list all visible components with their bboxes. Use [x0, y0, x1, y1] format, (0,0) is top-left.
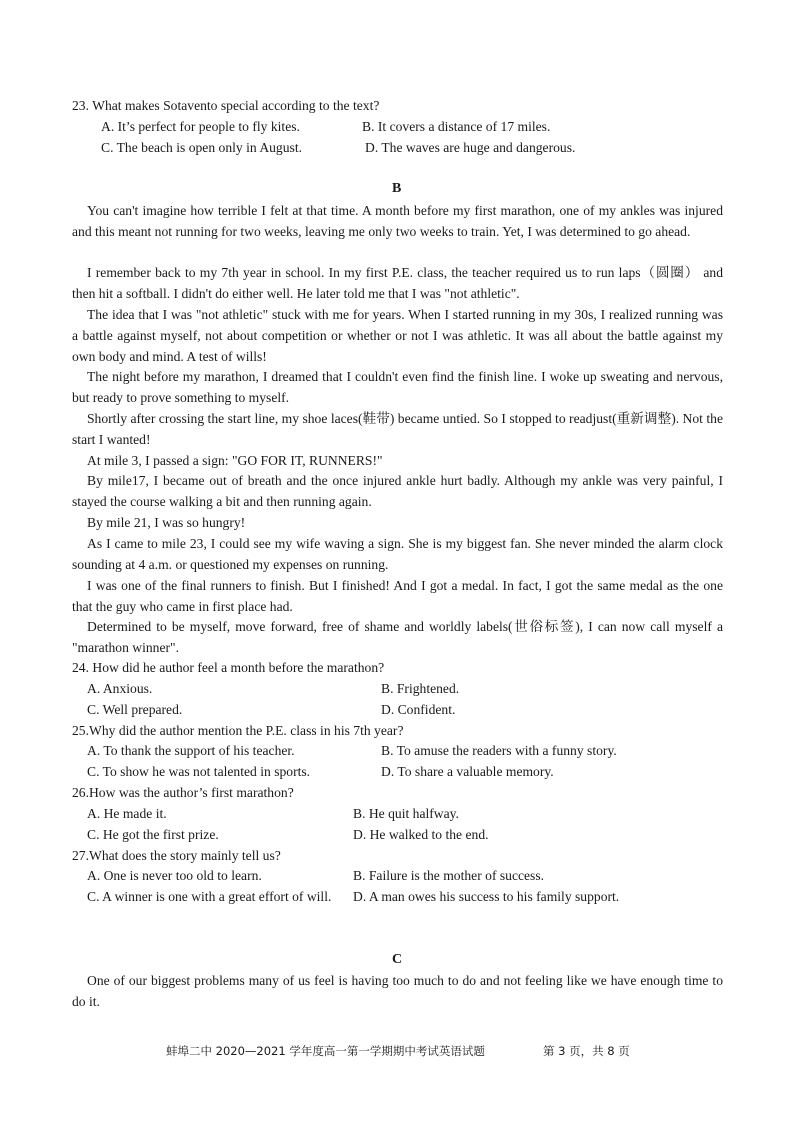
q26-option-c: C. He got the first prize.	[87, 827, 219, 842]
q24-option-d: D. Confident.	[381, 702, 456, 717]
question-23: 23. What makes Sotavento special according to the text?	[72, 98, 380, 113]
q27-option-a: A. One is never too old to learn.	[87, 868, 262, 883]
passage-paragraph: By mile 21, I was so hungry!	[87, 515, 246, 530]
passage-paragraph: By mile17, I became out of breath and the once injured ankle hurt badly. Although my ankle was very painful, I stayed the course walking a bit and then running again.	[72, 473, 723, 509]
question-26: 26.How was the author’s first marathon?	[72, 785, 294, 800]
q26-option-b: B. He quit halfway.	[353, 806, 459, 821]
question-24: 24. How did he author feel a month before the marathon?	[72, 660, 385, 675]
passage-paragraph: Determined to be myself, move forward, free of shame and worldly labels(世俗标签), I can now call myself a "marathon winner".	[72, 619, 723, 655]
section-b-heading: B	[392, 181, 402, 196]
q24-option-b: B. Frightened.	[381, 681, 460, 696]
passage-paragraph: The night before my marathon, I dreamed that I couldn't even find the finish line. I woke up sweating and nervous, but ready to prove something to myself.	[72, 369, 723, 405]
q26-option-a: A. He made it.	[87, 806, 167, 821]
footer-exam-title: 蚌埠二中 2020—2021 学年度高一第一学期期中考试英语试题	[166, 1044, 485, 1058]
passage-paragraph: You can't imagine how terrible I felt at that time. A month before my first marathon, one of my ankles was injured and this meant not running for two weeks, leaving me only two weeks to train. Yet, I was determined to go ahead.	[72, 203, 723, 239]
q24-option-c: C. Well prepared.	[87, 702, 183, 717]
q25-option-a: A. To thank the support of his teacher.	[87, 743, 295, 758]
q25-option-c: C. To show he was not talented in sports.	[87, 764, 311, 779]
passage-paragraph: I was one of the final runners to finish. But I finished! And I got a medal. In fact, I got the same medal as the one that the guy who came in first place had.	[72, 578, 723, 614]
q25-option-d: D. To share a valuable memory.	[381, 764, 554, 779]
passage-paragraph: The idea that I was "not athletic" stuck with me for years. When I started running in my 30s, I realized running was a battle against myself, not about competition or whether or not I was athletic. It was all about the battle against my own body and mind. A test of wills!	[72, 307, 723, 364]
passage-paragraph: As I came to mile 23, I could see my wife waving a sign. She is my biggest fan. She never minded the alarm clock sounding at 4 a.m. or questioned my expenses on running.	[72, 536, 723, 572]
q23-option-a: A. It’s perfect for people to fly kites.	[101, 119, 300, 134]
question-27: 27.What does the story mainly tell us?	[72, 848, 281, 863]
q23-option-d: D. The waves are huge and dangerous.	[365, 140, 576, 155]
q27-option-c: C. A winner is one with a great effort of will.	[87, 889, 332, 904]
q26-option-d: D. He walked to the end.	[353, 827, 489, 842]
q23-option-b: B. It covers a distance of 17 miles.	[362, 119, 551, 134]
section-c-heading: C	[392, 952, 403, 967]
passage-paragraph: I remember back to my 7th year in school. In my first P.E. class, the teacher required us to run laps（圆圈） and then hit a softball. I didn't do either well. He later told me that I was "not athletic".	[72, 265, 723, 301]
passage-paragraph: At mile 3, I passed a sign: "GO FOR IT, RUNNERS!"	[87, 453, 383, 468]
q27-option-b: B. Failure is the mother of success.	[353, 868, 545, 883]
question-25: 25.Why did the author mention the P.E. class in his 7th year?	[72, 723, 404, 738]
q23-option-c: C. The beach is open only in August.	[101, 140, 302, 155]
passage-paragraph: Shortly after crossing the start line, my shoe laces(鞋带) became untied. So I stopped to readjust(重新调整). Not the start I wanted!	[72, 411, 723, 447]
passage-paragraph: One of our biggest problems many of us feel is having too much to do and not feeling like we have enough time to do it.	[72, 973, 723, 1009]
q27-option-d: D. A man owes his success to his family support.	[353, 889, 620, 904]
q25-option-b: B. To amuse the readers with a funny story.	[381, 743, 617, 758]
q24-option-a: A. Anxious.	[87, 681, 153, 696]
footer-page-number: 第 3 页，共 8 页	[543, 1044, 630, 1058]
